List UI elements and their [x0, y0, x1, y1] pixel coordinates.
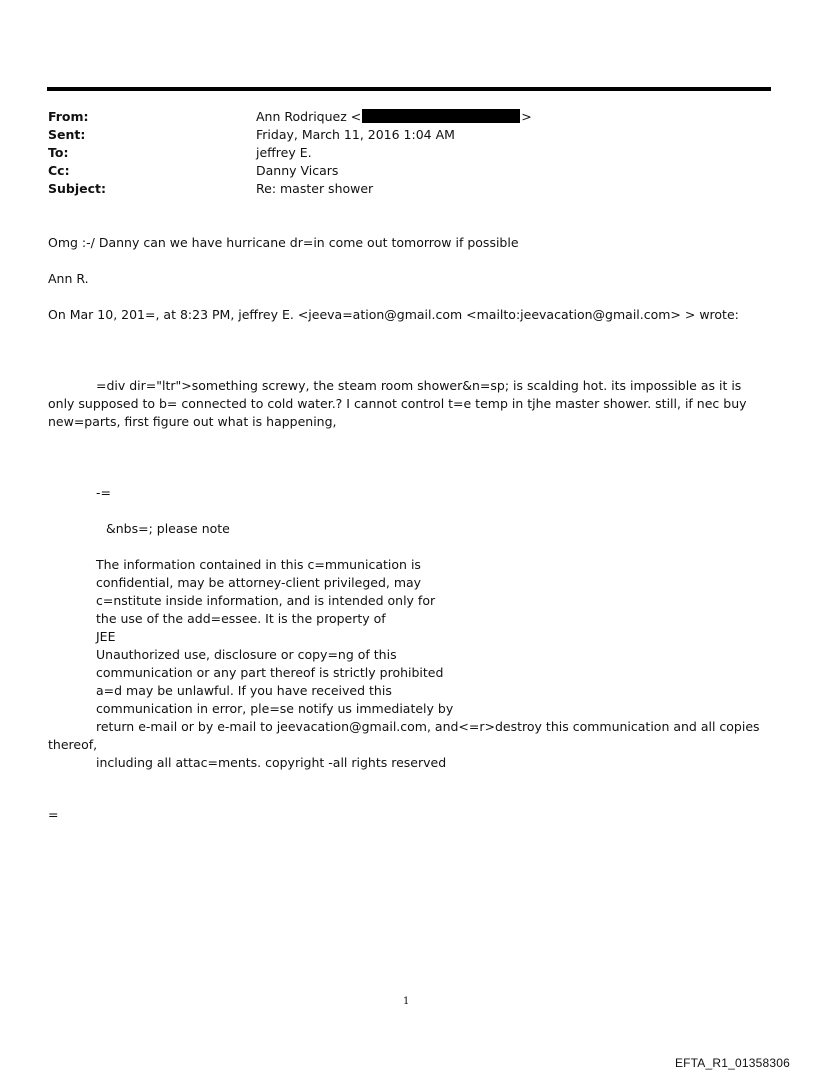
disclaimer-line: a=d may be unlawful. If you have received this — [96, 683, 392, 698]
header-rule — [47, 87, 771, 91]
trailing-mark: = — [48, 807, 59, 822]
from-label: From: — [48, 109, 89, 124]
signature: Ann R. — [48, 271, 89, 286]
cc-label: Cc: — [48, 163, 70, 178]
thereof-line: thereof, — [48, 737, 98, 752]
disclaimer-line: return e-mail or by e-mail to jeevacation@gmail.com, and<=r>destroy this communication and all copies — [96, 719, 760, 734]
sent-label: Sent: — [48, 127, 86, 142]
email-header — [48, 108, 532, 198]
quoted-paragraph: =div dir="ltr">something screwy, the steam room shower&n=sp; is scalding hot. its impossible as it is only supposed to b= connected to cold water.? I cannot control t=e temp in tjhe master shower. still, if nec buy new=parts, first figure out what is happening, — [48, 378, 747, 429]
sent-value: Friday, March 11, 2016 1:04 AM — [256, 127, 455, 142]
subject-row — [48, 180, 532, 198]
disclaimer-line: The information contained in this c=mmunication is — [96, 557, 421, 572]
page-number: 1 — [403, 996, 410, 1007]
from-value — [256, 108, 532, 126]
subject-label: Subject: — [48, 181, 106, 196]
disclaimer-line: communication in error, ple=se notify us immediately by — [96, 701, 454, 716]
disclaimer-line: the use of the add=essee. It is the property of — [96, 611, 386, 626]
disclaimer-line: confidential, may be attorney-client privileged, may — [96, 575, 422, 590]
cc-row — [48, 162, 532, 180]
disclaimer-line: Unauthorized use, disclosure or copy=ng of this — [96, 647, 397, 662]
to-label: To: — [48, 145, 69, 160]
cc-value: Danny Vicars — [256, 163, 339, 178]
final-line: including all attac=ments. copyright -all rights reserved — [96, 755, 447, 770]
disclaimer-line: c=nstitute inside information, and is intended only for — [96, 593, 436, 608]
sent-row — [48, 126, 532, 144]
from-end: > — [521, 109, 532, 124]
disclaimer-block — [96, 556, 760, 736]
from-name: Ann Rodriquez < — [256, 109, 362, 124]
quote-intro: On Mar 10, 201=, at 8:23 PM, jeffrey E. <jeeva=ation@gmail.com <mailto:jeevacation@gmail.com> > wrote: — [48, 307, 739, 322]
disclaimer-line: JEE — [96, 629, 116, 644]
disclaimer-line: communication or any part thereof is strictly prohibited — [96, 665, 444, 680]
redaction-bar — [362, 109, 520, 123]
message-line: Omg :-/ Danny can we have hurricane dr=in come out tomorrow if possible — [48, 235, 519, 250]
nbsp-line: &nbs=; please note — [106, 521, 230, 536]
to-row — [48, 144, 532, 162]
dash-line: -= — [96, 485, 111, 500]
document-id: EFTA_R1_01358306 — [674, 1056, 790, 1070]
from-row — [48, 108, 532, 126]
to-value: jeffrey E. — [256, 145, 312, 160]
subject-value: Re: master shower — [256, 181, 374, 196]
